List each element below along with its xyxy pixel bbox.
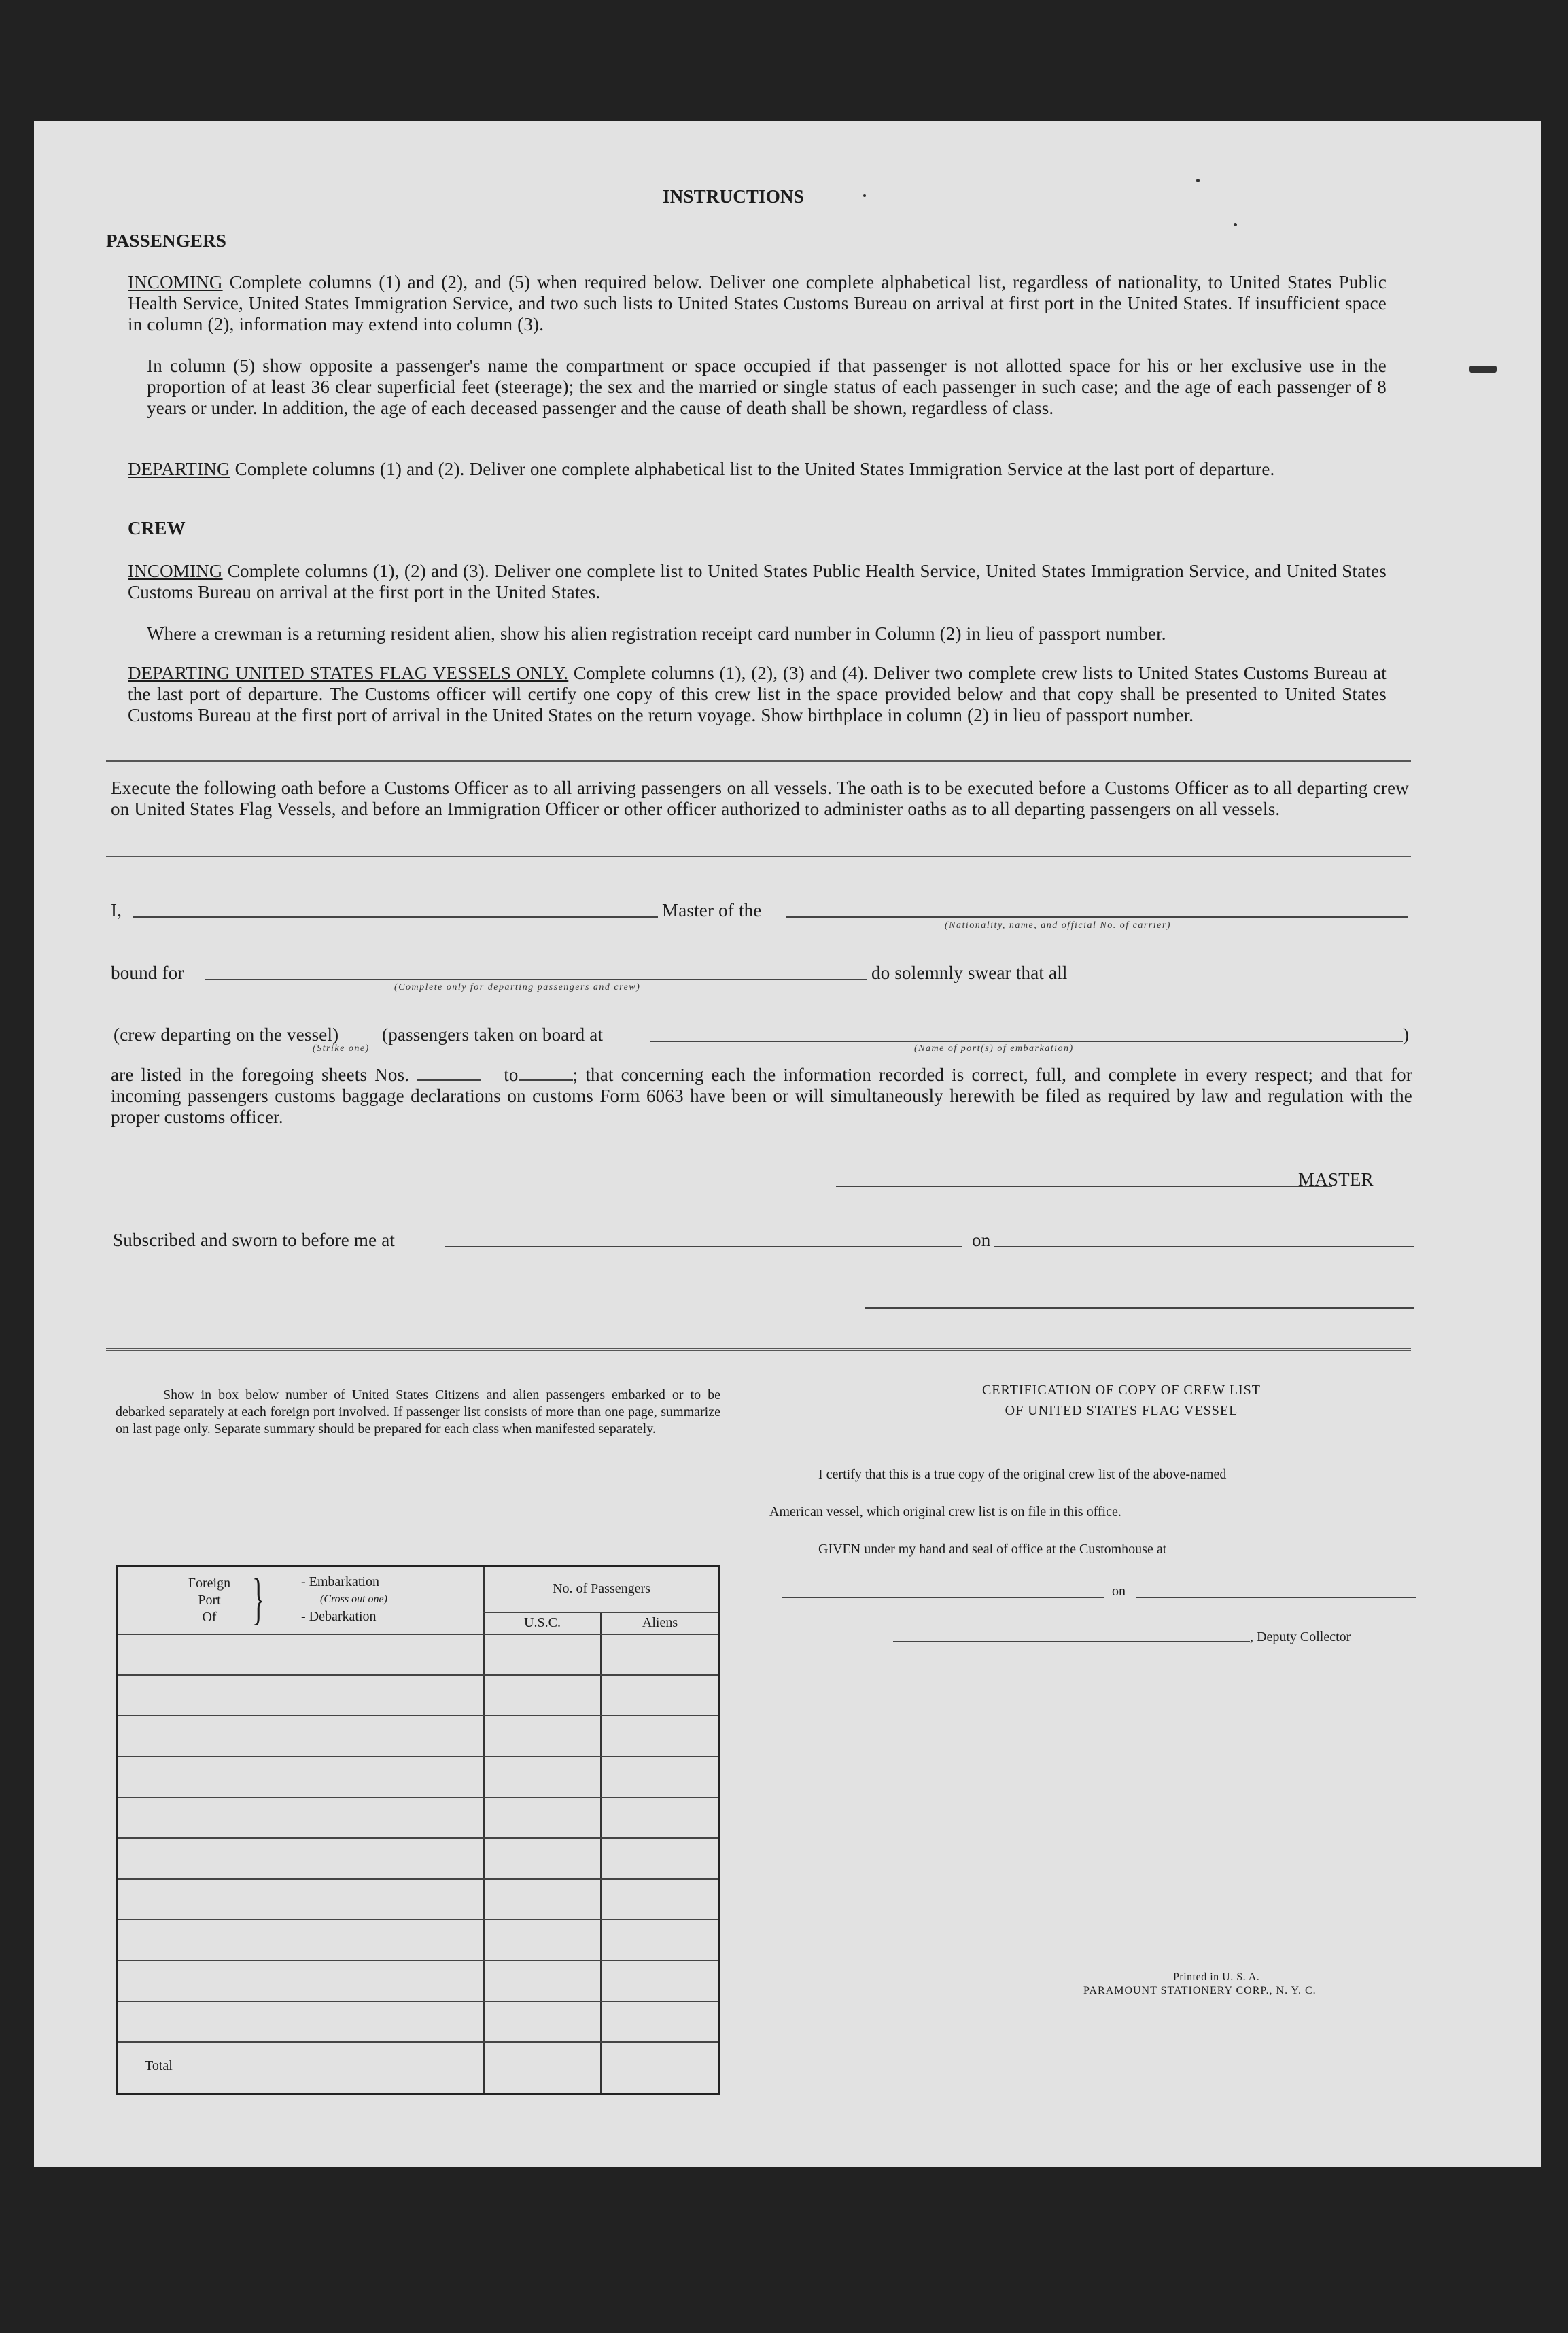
oath-to-label: to: [504, 1065, 519, 1085]
oath-sheets-paragraph: [111, 1065, 1412, 1128]
passengers-departing-label: DEPARTING: [128, 459, 230, 479]
oath-listed-rest: ; that concerning each the information recorded is correct, full, and complete in every respect; and that for incoming passengers customs baggage declarations on customs Form 6063 have been or will simultaneously herewith be filed as required by law and regulation with the proper customs officer.: [111, 1065, 1412, 1127]
table-row-line: [118, 1797, 718, 1798]
certification-title: [863, 1380, 1380, 1421]
subscribed-label: Subscribed and sworn to before me at: [113, 1230, 396, 1250]
sheet-from-field[interactable]: [417, 1066, 481, 1081]
certification-title-line1: CERTIFICATION OF COPY OF CREW LIST: [981, 1383, 1261, 1398]
passengers-departing-text: Complete columns (1) and (2). Deliver one complete alphabetical list to the United States Immigration Service at the last port of departure.: [234, 459, 1275, 479]
section-divider: [106, 1348, 1411, 1351]
deputy-collector-label: , Deputy Collector: [1250, 1629, 1351, 1644]
crew-incoming-label: INCOMING: [128, 561, 223, 581]
oath-intro: Execute the following oath before a Customs Officer as to all arriving passengers on all vessels. The oath is to be executed before a Customs Officer as to all departing crew on United States Flag Vessels, and before an Immigration Officer or other officer authorized to administer oaths as to all departing passengers on all vessels.: [111, 778, 1409, 819]
usc-header: U.S.C.: [524, 1615, 561, 1630]
table-row-line: [118, 1674, 718, 1676]
of-label: Of: [202, 1610, 217, 1625]
scan-speck: [863, 194, 866, 197]
deputy-signature-line[interactable]: [893, 1641, 1250, 1642]
passengers-column5-paragraph: In column (5) show opposite a passenger's name the compartment or space occupied if that passenger is not allotted space for his or her exclusive use in the proportion of at least 36 clear superficial feet (steerage); the sex and the married or single status of each passenger in such case; and the age of each passenger of 8 years or under. In addition, the age of each deceased passenger and the cause of death shall be shown, regardless of class.: [147, 356, 1387, 418]
passengers-incoming-paragraph: [128, 272, 1387, 335]
oath-i-label: I,: [111, 900, 122, 920]
bound-for-field[interactable]: [205, 979, 897, 980]
scan-speck: [1196, 179, 1200, 182]
instructions-title: INSTRUCTIONS: [663, 186, 804, 207]
certification-title-line2: OF UNITED STATES FLAG VESSEL: [1005, 1403, 1238, 1418]
crew-departing-text: Complete columns (1), (2), (3) and (4). Deliver two complete crew lists to United States Customs Bureau at the last port of departure. The Customs officer will certify one copy of this crew list in the space provided below and that copy shall be presented to United States Customs Bureau at the first port of arrival in the United States on the return voyage. Show birthplace in column (2) in lieu of passport number.: [128, 663, 1387, 725]
crew-departing-label: DEPARTING UNITED STATES FLAG VESSELS ONLY.: [128, 663, 569, 683]
certification-on-label: on: [1112, 1584, 1126, 1599]
table-row-line: [118, 2041, 718, 2043]
oath-crew-departing[interactable]: (crew departing on the vessel): [114, 1024, 339, 1045]
no-of-passengers-header: No. of Passengers: [553, 1581, 650, 1596]
port-label: Port: [198, 1593, 221, 1608]
oath-passengers-taken[interactable]: (passengers taken on board at: [382, 1024, 604, 1045]
certification-line2: American vessel, which original crew list is on file in this office.: [769, 1504, 1121, 1519]
table-header-split: [483, 1612, 718, 1613]
master-label: MASTER: [1298, 1169, 1374, 1190]
oath-bound-for: bound for: [111, 963, 184, 983]
officer-signature-line[interactable]: [865, 1307, 1414, 1309]
table-row-line: [118, 2001, 718, 2002]
crew-heading: CREW: [128, 518, 186, 538]
table-row-line: [118, 1878, 718, 1880]
printer-line1: Printed in U. S. A.: [1173, 1971, 1260, 1983]
passenger-summary-table: [116, 1565, 720, 2095]
carrier-caption: (Nationality, name, and official No. of carrier): [945, 920, 1171, 931]
table-col-divider: [600, 1612, 602, 2093]
certification-line1: I certify that this is a true copy of the original crew list of the above-named: [818, 1467, 1227, 1482]
master-name-field[interactable]: [133, 916, 676, 918]
foreign-port-label: [179, 1575, 240, 1626]
passengers-incoming-label: INCOMING: [128, 272, 223, 292]
oath-listed-sheets: are listed in the foregoing sheets Nos.: [111, 1065, 410, 1085]
brace-icon: }: [252, 1568, 265, 1631]
table-col-divider: [483, 1567, 485, 2093]
certification-date-field[interactable]: [1136, 1597, 1416, 1598]
scan-mark: [1469, 366, 1497, 373]
passengers-departing-paragraph: [128, 459, 1387, 480]
table-row-line: [118, 1919, 718, 1920]
embarkation-label: - Embarkation: [301, 1574, 379, 1589]
aliens-header: Aliens: [642, 1615, 678, 1630]
table-row-line: [118, 1715, 718, 1716]
scan-speck: [1234, 223, 1237, 226]
table-row-line: [118, 1756, 718, 1757]
oath-master-of-the: Master of the: [658, 900, 766, 921]
crew-incoming-text: Complete columns (1), (2) and (3). Deliver one complete list to United States Public Health Service, United States Immigration Service, and United States Customs Bureau on arrival at the first port in the United States.: [128, 561, 1387, 602]
form-page: [34, 121, 1541, 2167]
oath-close-paren: ): [1403, 1024, 1410, 1045]
foreign-label: Foreign: [188, 1576, 231, 1591]
passengers-incoming-text: Complete columns (1) and (2), and (5) when required below. Deliver one complete alphabetical list, regardless of nationality, to United States Public Health Service, United States Immigration Service, and two such lists to United States Customs Bureau on arrival at first port in the United States. If insufficient space in column (2), information may extend into column (3).: [128, 272, 1387, 334]
embarkation-port-field[interactable]: [650, 1041, 1403, 1042]
crew-departing-paragraph: [128, 663, 1387, 726]
strike-caption: (Strike one): [313, 1043, 370, 1054]
table-header-bottom: [118, 1634, 718, 1635]
summary-instructions: Show in box below number of United States Citizens and alien passengers embarked or to be debarked separately at each foreign port involved. If passenger list consists of more than one page, summarize on last page only. Separate summary should be prepared for each class when manifested separately.: [116, 1387, 720, 1436]
table-row-line: [118, 1960, 718, 1961]
total-label: Total: [145, 2058, 173, 2073]
oath-swear-text: do solemnly swear that all: [867, 963, 1072, 984]
table-row-line: [118, 1837, 718, 1839]
printer-line2: PARAMOUNT STATIONERY CORP., N. Y. C.: [1083, 1985, 1317, 1997]
sworn-on-label: on: [972, 1230, 991, 1250]
sworn-place-field[interactable]: [445, 1246, 962, 1247]
crew-incoming-paragraph: [128, 561, 1387, 603]
passengers-heading: PASSENGERS: [106, 230, 227, 251]
cross-out-label: (Cross out one): [320, 1593, 387, 1605]
embark-caption: (Name of port(s) of embarkation): [914, 1043, 1074, 1054]
sworn-date-field[interactable]: [994, 1246, 1414, 1247]
sheet-to-field[interactable]: [519, 1066, 573, 1081]
certification-line3: GIVEN under my hand and seal of office at the Customhouse at: [818, 1542, 1167, 1557]
section-divider: [106, 854, 1411, 857]
carrier-field[interactable]: [786, 916, 1408, 918]
master-signature-line[interactable]: [836, 1186, 1332, 1187]
debarkation-label: - Debarkation: [301, 1609, 377, 1624]
section-divider: [106, 760, 1411, 762]
crew-resident-paragraph: Where a crewman is a returning resident alien, show his alien registration receipt card number in Column (2) in lieu of passport number.: [147, 623, 1166, 644]
bound-for-caption: (Complete only for departing passengers and crew): [394, 982, 641, 992]
customhouse-field[interactable]: [782, 1597, 1104, 1598]
